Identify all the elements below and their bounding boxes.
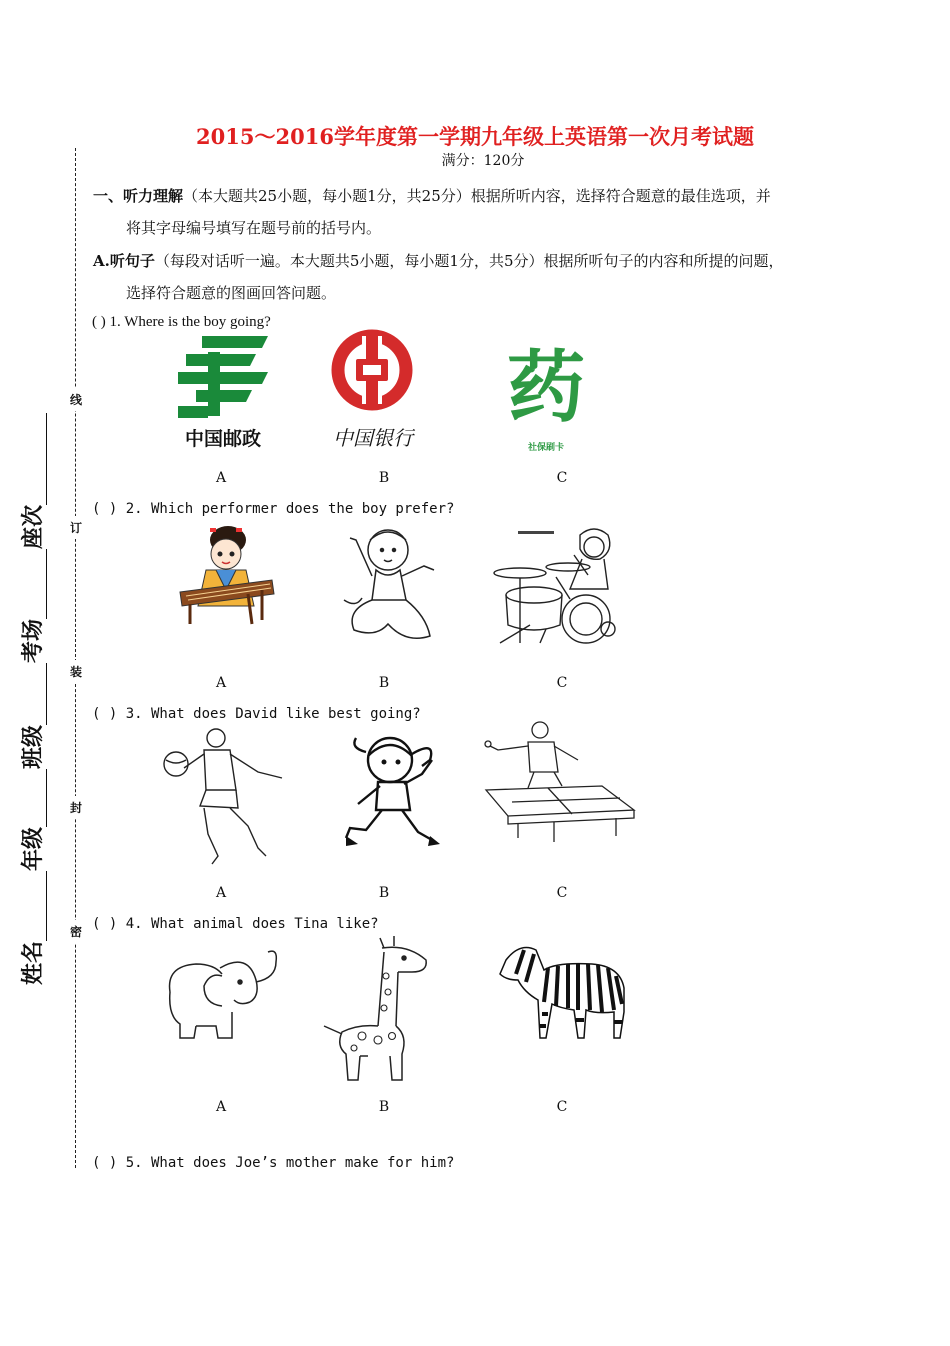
q3-option-a: A — [215, 885, 227, 901]
section1-desc-2: 将其字母编号填写在题号前的括号内。 — [126, 219, 382, 237]
binding-mark-zhuang: 装 — [68, 660, 84, 683]
basketball-player-image — [158, 726, 286, 870]
q4-option-a: A — [215, 1099, 227, 1115]
q3-option-b: B — [378, 885, 390, 901]
q1-option-a: A — [215, 470, 227, 486]
bank-of-china-text: 中国银行 — [333, 426, 413, 450]
china-post-logo — [172, 332, 274, 452]
pharmacy-char: 药 — [506, 343, 586, 433]
q2-option-b: B — [378, 675, 390, 691]
partA-desc-1: （每段对话听一遍。本大题共5小题，每小题1分，共5分）根据所听句子的内容和所提的问题， — [154, 252, 784, 270]
table-tennis-image — [484, 716, 636, 848]
q4-option-c: C — [556, 1099, 568, 1115]
partA-line1 — [93, 251, 913, 271]
full-score: 满分：120分 — [441, 153, 525, 169]
binding-mark-mi: 密 — [68, 920, 84, 943]
student-info-fields — [17, 385, 47, 985]
drummer-image — [490, 525, 630, 655]
binding-mark-ding: 订 — [68, 516, 84, 539]
pharmacy-subtext: 社保刷卡 — [527, 443, 565, 453]
binding-line — [75, 148, 76, 1168]
question-4: ( ) 4. What animal does Tina like? — [92, 916, 379, 932]
grade-label: 年级 — [20, 826, 46, 871]
bank-of-china-logo — [318, 330, 428, 454]
name-label: 姓名 — [20, 940, 46, 985]
question-5: ( ) 5. What does Joe’s mother make for him? — [92, 1155, 455, 1171]
room-label: 考场 — [20, 618, 46, 663]
partA-desc-2: 选择符合题意的图画回答问题。 — [126, 284, 337, 302]
running-girl-image — [336, 730, 446, 862]
q4-option-b: B — [378, 1099, 390, 1115]
question-2: ( ) 2. Which performer does the boy prefer? — [92, 501, 455, 517]
grade-blank[interactable] — [24, 769, 47, 827]
guzheng-player-image — [176, 520, 276, 628]
seat-label: 座次 — [20, 504, 46, 549]
binding-mark-feng: 封 — [68, 796, 84, 819]
q1-option-c: C — [556, 470, 568, 486]
elephant-image — [160, 942, 290, 1044]
q3-option-c: C — [556, 885, 568, 901]
question-1: ( ) 1. Where is the boy going? — [92, 314, 271, 330]
giraffe-image — [318, 936, 438, 1086]
page-title: 2015～2016学年度第一学期九年级上英语第一次月考试题 — [196, 124, 754, 149]
section1-line1 — [93, 186, 893, 206]
section1-heading: 一、听力理解 — [93, 187, 184, 205]
q1-option-b: B — [378, 470, 390, 486]
china-post-text: 中国邮政 — [184, 428, 262, 450]
class-label: 班级 — [20, 724, 46, 769]
room-blank[interactable] — [24, 549, 47, 619]
zebra-image — [496, 940, 632, 1044]
seat-blank[interactable] — [24, 413, 47, 505]
q2-option-a: A — [215, 675, 227, 691]
q2-option-c: C — [556, 675, 568, 691]
section1-desc-1: （本大题共25小题，每小题1分，共25分）根据所听内容，选择符合题意的最佳选项，并 — [183, 187, 771, 205]
partA-heading: A.听句子 — [93, 252, 155, 270]
binding-mark-line: 线 — [68, 388, 84, 411]
name-blank[interactable] — [24, 871, 47, 941]
dancer-image — [336, 520, 442, 650]
question-3: ( ) 3. What does David like best going? — [92, 706, 421, 722]
pharmacy-logo — [504, 330, 588, 454]
class-blank[interactable] — [24, 663, 47, 725]
